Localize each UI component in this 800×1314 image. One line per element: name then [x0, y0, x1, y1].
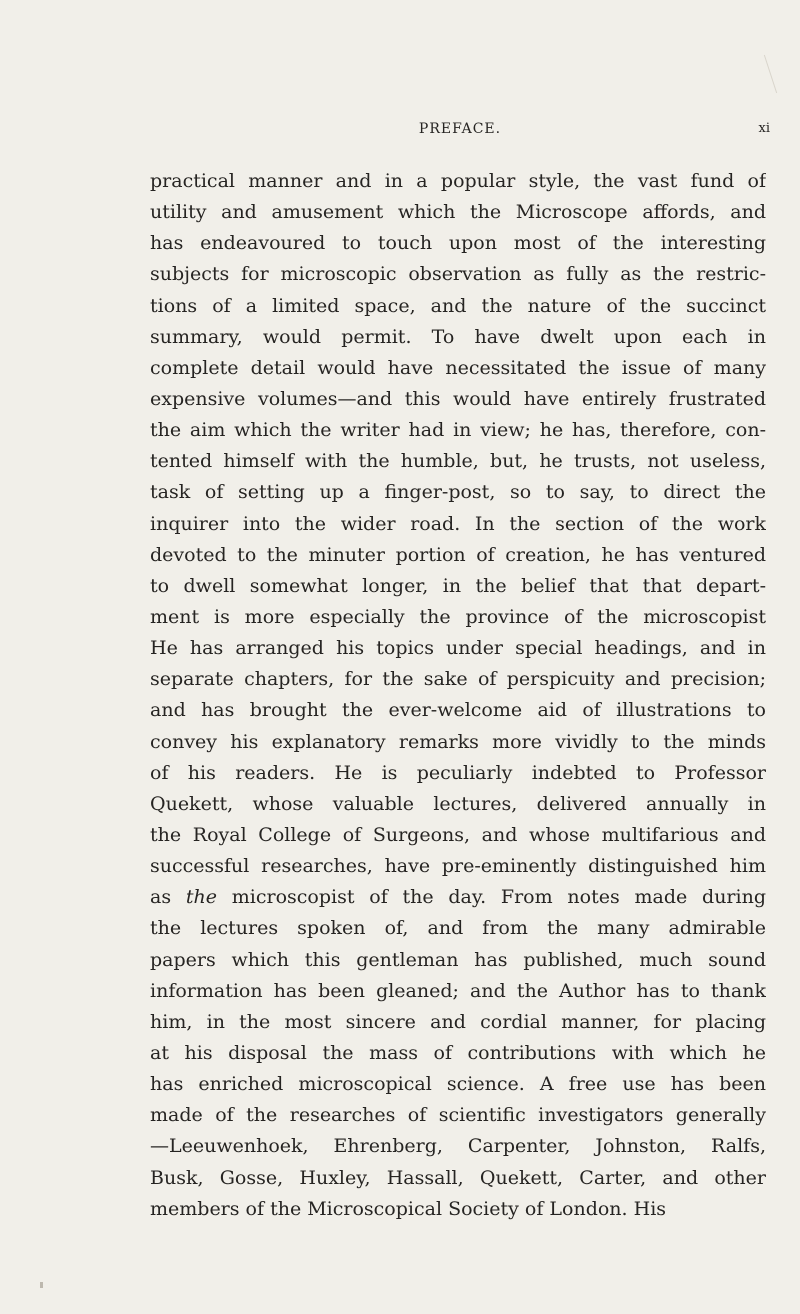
text-line: practical manner and in a popular style, the vast fund of: [150, 170, 766, 192]
page-number: xi: [758, 121, 770, 136]
text-line: successful researches, have pre-eminently distinguished him: [150, 855, 766, 878]
running-head: PREFACE.: [418, 121, 502, 137]
text-line: devoted to the minuter portion of creation, he has ventured: [150, 543, 766, 566]
text-line: the aim which the writer had in view; he has, therefore, con-: [150, 419, 766, 442]
text-line: has endeavoured to touch upon most of the interesting: [150, 232, 766, 255]
page-header: [150, 121, 770, 143]
text-line: made of the researches of scientific investigators generally: [150, 1104, 766, 1127]
text-line: Busk, Gosse, Huxley, Hassall, Quekett, Carter, and other: [150, 1166, 766, 1189]
text-line: He has arranged his topics under special headings, and in: [150, 637, 766, 660]
preface-body: [150, 166, 766, 1225]
text-line: expensive volumes—and this would have entirely frustrated: [150, 387, 766, 410]
text-line: to dwell somewhat longer, in the belief that that depart-: [150, 574, 766, 597]
text-line: information has been gleaned; and the Author has to thank: [150, 979, 766, 1002]
text-line: ment is more especially the province of the microscopist: [150, 605, 766, 628]
scan-artifact: [764, 55, 777, 93]
text-line: task of setting up a finger-post, so to say, to direct the: [150, 481, 766, 504]
text-line: subjects for microscopic observation as fully as the restric-: [150, 263, 766, 286]
text-line: the Royal College of Surgeons, and whose multifarious and: [150, 823, 766, 846]
text-line: —Leeuwenhoek, Ehrenberg, Carpenter, Johnston, Ralfs,: [150, 1135, 766, 1158]
text-line: separate chapters, for the sake of perspicuity and precision;: [150, 668, 766, 691]
text-line: Quekett, whose valuable lectures, delivered annually in: [150, 792, 766, 815]
text-line: has enriched microscopical science. A free use has been: [150, 1073, 766, 1096]
text-line: inquirer into the wider road. In the section of the work: [150, 512, 766, 535]
text-line: tented himself with the humble, but, he trusts, not useless,: [150, 450, 766, 473]
text-line: tions of a limited space, and the nature of the succinct: [150, 294, 766, 317]
text-line: as the microscopist of the day. From notes made during: [150, 886, 766, 909]
text-line: of his readers. He is peculiarly indebted to Professor: [150, 761, 766, 784]
scan-artifact: [40, 1282, 43, 1288]
text-line: convey his explanatory remarks more vividly to the minds: [150, 730, 766, 753]
text-line: him, in the most sincere and cordial manner, for placing: [150, 1010, 766, 1033]
text-line: at his disposal the mass of contributions with which he: [150, 1041, 766, 1064]
text-line: complete detail would have necessitated the issue of many: [150, 356, 766, 379]
text-line: utility and amusement which the Microscope affords, and: [150, 201, 766, 224]
text-line: summary, would permit. To have dwelt upon each in: [150, 325, 766, 348]
text-line: the lectures spoken of, and from the many admirable: [150, 917, 766, 940]
text-line: papers which this gentleman has published, much sound: [150, 948, 766, 971]
text-line: members of the Microscopical Society of London. His: [150, 1197, 667, 1220]
text-line: and has brought the ever-welcome aid of illustrations to: [150, 699, 766, 722]
